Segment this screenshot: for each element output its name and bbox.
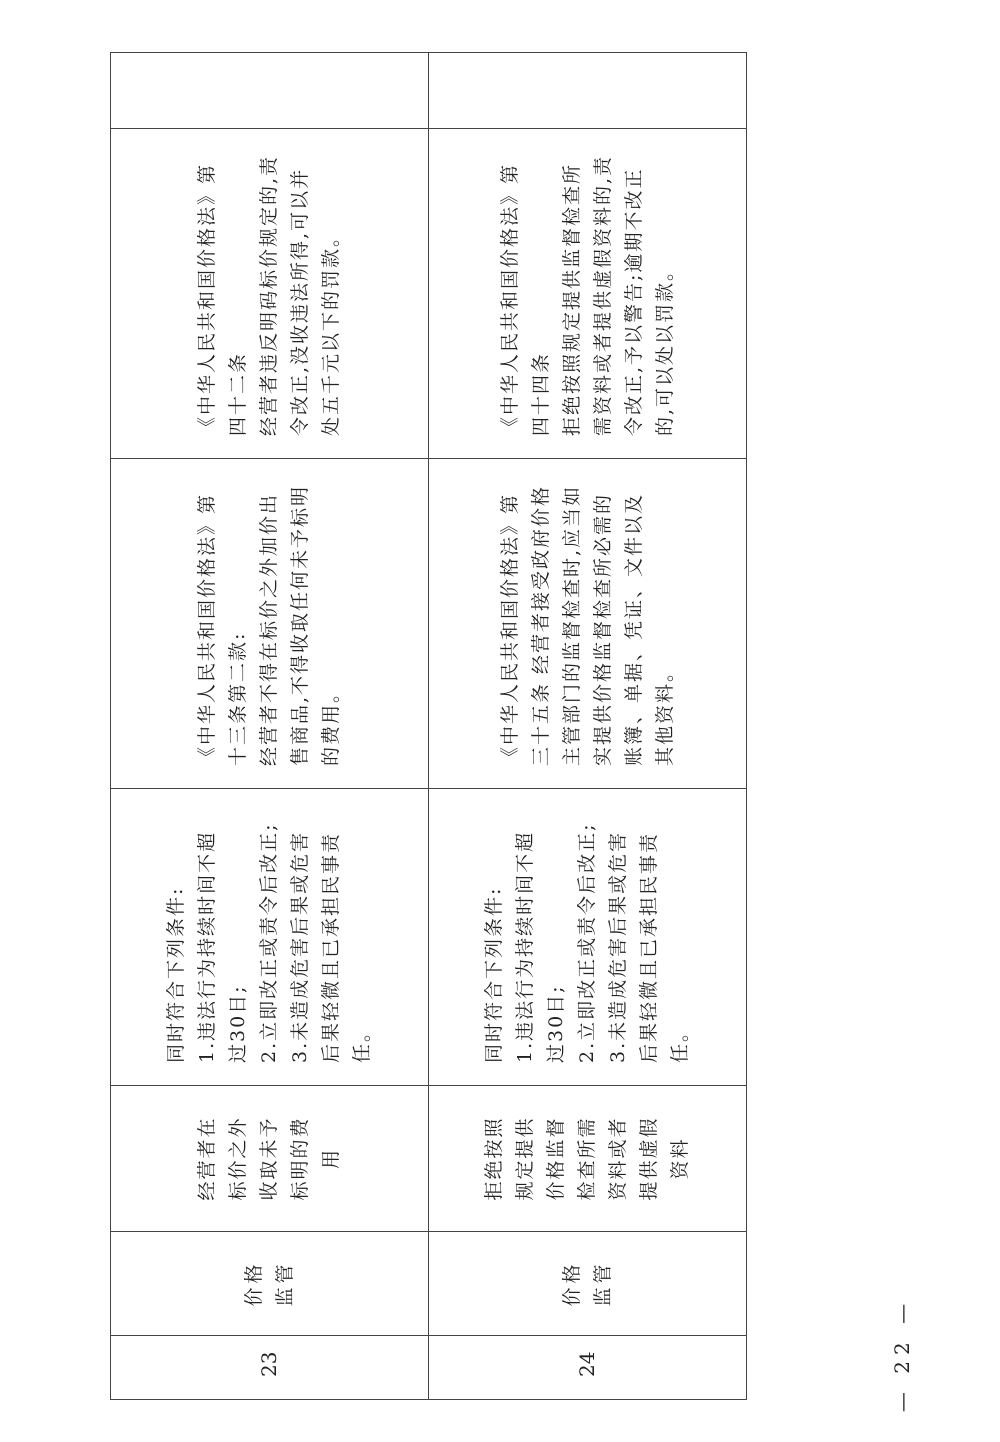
row-number: 24 — [429, 1336, 747, 1400]
category-cell: 价格监管 — [429, 1232, 747, 1336]
violation-item-cell: 经营者在标价之外收取未予标明的费用 — [111, 1086, 429, 1232]
legal-basis-cell: 《中华人民共和国价格法》第三十五条 经营者接受政府价格主管部门的监督检查时,应当如实提供价格监督检查所必需的账簿、单据、凭证、文件以及其他资料。 — [429, 459, 747, 789]
conditions-cell: 同时符合下列条件: 1.违法行为持续时间不超过30日; 2.立即改正或责令后改正; 3.未造成危害后果或危害后果轻微且已承担民事责任。 — [429, 789, 747, 1086]
empty-cell — [111, 53, 429, 129]
rotated-table-wrapper — [110, 53, 746, 1400]
page-number: — 22 — — [890, 1297, 914, 1413]
row-number: 23 — [111, 1336, 429, 1400]
empty-cell — [429, 53, 747, 129]
violation-item-cell: 拒绝按照规定提供价格监督检查所需资料或者提供虚假资料 — [429, 1086, 747, 1232]
category-cell: 价格监管 — [111, 1232, 429, 1336]
legal-basis-cell: 《中华人民共和国价格法》第十三条第二款: 经营者不得在标价之外加价出售商品,不得收取任何未予标明的费用。 — [111, 459, 429, 789]
table-row — [111, 53, 429, 1400]
conditions-cell: 同时符合下列条件: 1.违法行为持续时间不超过30日; 2.立即改正或责令后改正; 3.未造成危害后果或危害后果轻微且已承担民事责任。 — [111, 789, 429, 1086]
penalty-basis-cell: 《中华人民共和国价格法》第四十四条 拒绝按照规定提供监督检查所需资料或者提供虚假资料的,责令改正,予以警告;逾期不改正的,可以处以罚款。 — [429, 129, 747, 459]
penalty-basis-cell: 《中华人民共和国价格法》第四十二条 经营者违反明码标价规定的,责令改正,没收违法所得,可以并处五千元以下的罚款。 — [111, 129, 429, 459]
penalty-exemption-table — [110, 52, 747, 1400]
table-row — [429, 53, 747, 1400]
